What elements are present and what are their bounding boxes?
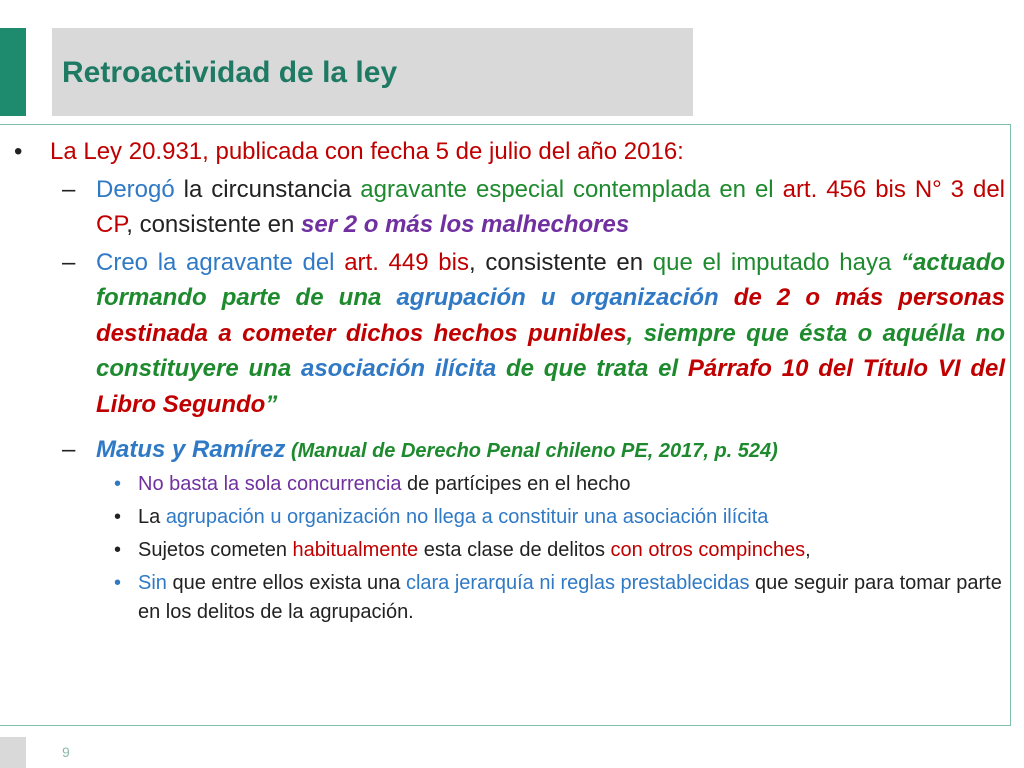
bullet-ley-text: La Ley 20.931, publicada con fecha 5 de julio del año 2016: — [50, 138, 684, 165]
text-entre-ellos: que entre ellos exista una — [166, 571, 406, 594]
dash-item-matus — [10, 432, 1005, 468]
text-circunstancia: la circunstancia — [174, 175, 361, 203]
text-art-449-bis: art. 449 bis — [344, 248, 469, 276]
accent-bar — [0, 28, 26, 116]
text-art-456-bis: art. 456 bis N° 3 del CP — [96, 175, 1005, 239]
slide-content — [10, 134, 1005, 631]
text-habitualmente: habitualmente — [292, 538, 419, 561]
text-malhechores: ser 2 o más los malhechores — [301, 211, 630, 239]
sub-item-sin — [10, 569, 1005, 627]
footer-side-tab — [0, 737, 26, 768]
text-sujetos-cometen: Sujetos cometen — [138, 538, 293, 561]
text-sin: Sin — [138, 571, 167, 594]
text-de-que-trata: de que trata el — [496, 355, 688, 383]
sub-item-no-basta — [10, 470, 1005, 499]
text-parrafo-10: Párrafo 10 del Título VI del Libro Segundo — [96, 355, 1005, 418]
text-creo-agravante: Creo la agravante del — [96, 248, 345, 276]
text-derogo: Derogó — [96, 175, 175, 203]
sub-item-sujetos — [10, 536, 1005, 565]
text-matus-ramirez: Matus y Ramírez — [96, 436, 286, 464]
text-jerarquia: clara jerarquía ni reglas prestablecidas — [405, 571, 750, 594]
text-manual-citation: (Manual de Derecho Penal chileno PE, 2017, p. 524) — [285, 440, 778, 463]
text-actuado-formando: “actuado formando parte de una — [96, 248, 1006, 312]
text-clase-delitos: esta clase de delitos — [418, 538, 611, 561]
text-que-seguir: que seguir para tomar parte en los delitos de la agrupación. — [138, 571, 1002, 623]
text-consistente-en: , consistente en — [126, 211, 302, 239]
text-agravante-especial: agravante especial contemplada en el — [360, 175, 774, 203]
text-comma: , — [805, 538, 811, 561]
text-compinches: con otros compinches — [610, 538, 806, 561]
text-siempre-que: , siempre que ésta o aquélla no constituyere una — [96, 319, 1005, 383]
sub-item-agrupacion — [10, 503, 1005, 532]
text-no-basta: No basta la sola concurrencia — [138, 472, 402, 495]
text-la: La — [138, 505, 166, 528]
dash-item-creo — [10, 245, 1005, 423]
page-number: 9 — [62, 744, 70, 760]
text-dos-o-mas-personas: de 2 o más personas destinada a cometer dichos hechos punibles — [96, 284, 1005, 347]
text-agrupacion-no-llega: agrupación u organización no llega a constituir una asociación ilícita — [165, 505, 769, 528]
text-imputado-haya: que el imputado haya — [652, 248, 901, 276]
text-participes: de partícipes en el hecho — [401, 472, 631, 495]
bullet-ley-20931 — [10, 134, 1005, 170]
text-consistente-en-2: , consistente en — [468, 248, 653, 276]
dash-item-derogo — [10, 172, 1005, 243]
text-agrupacion-organizacion: agrupación u organización — [396, 284, 719, 312]
text-closing-quote: ” — [265, 390, 278, 418]
text-asociacion-ilicita: asociación ilícita — [300, 355, 497, 383]
slide-title: Retroactividad de la ley — [62, 56, 398, 89]
